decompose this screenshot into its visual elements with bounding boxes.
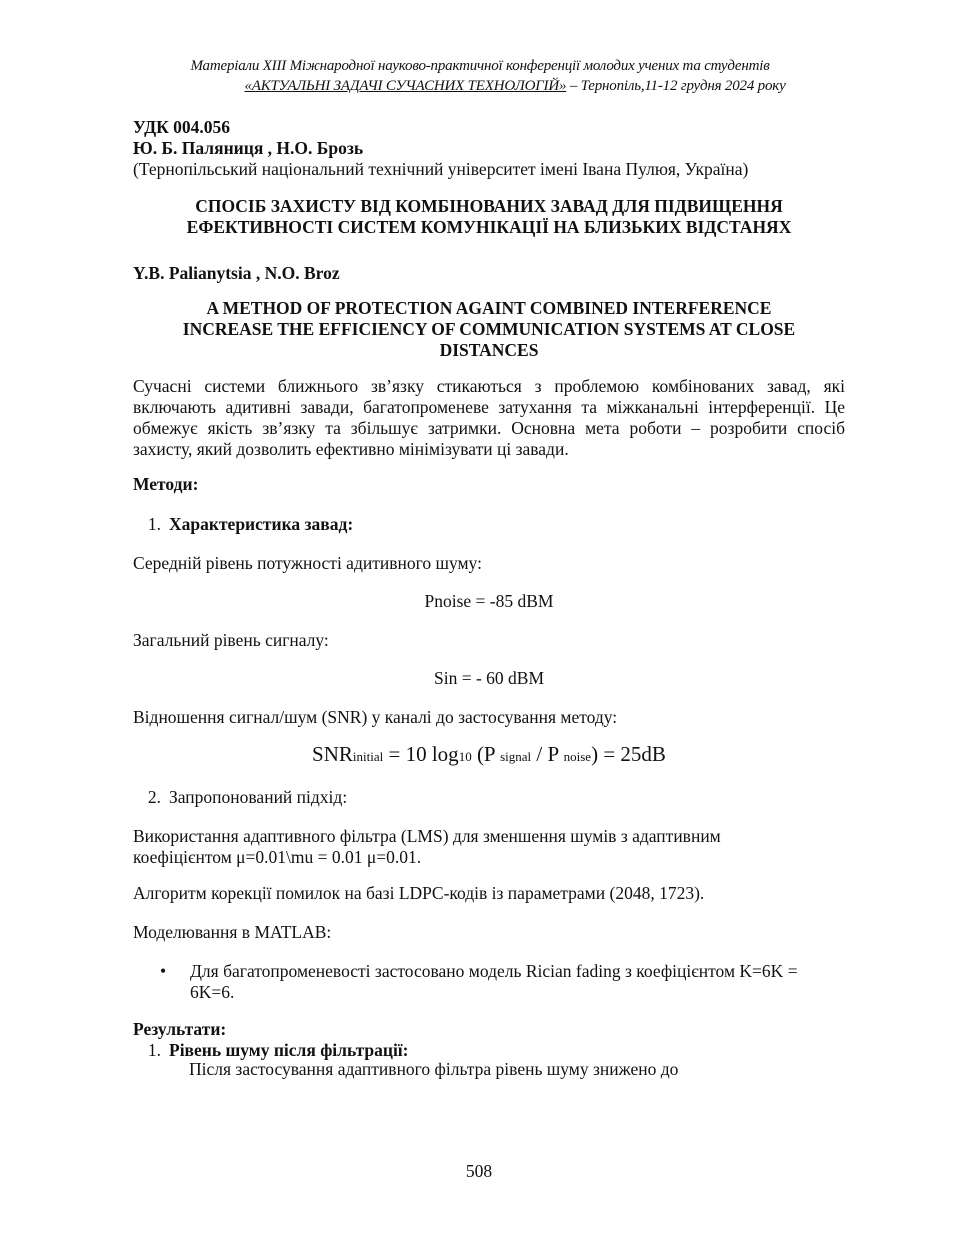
title-ua-line2: ЕФЕКТИВНОСТІ СИСТЕМ КОМУНІКАЦІЇ НА БЛИЗЬКИХ ВІДСТАНЯХ — [186, 217, 792, 237]
ldpc-paragraph: Алгоритм корекції помилок на базі LDPC-кодів із параметрами (2048, 1723). — [133, 883, 705, 903]
authors-ua: Ю. Б. Паляниця , Н.О. Брозь — [133, 138, 364, 158]
list-item — [133, 1040, 823, 1061]
list-item — [133, 787, 823, 808]
title-en-line3: DISTANCES — [439, 340, 539, 360]
list-number: 2. — [147, 787, 161, 807]
list-item-label: Характеристика завад: — [169, 514, 354, 534]
list-number: 1. — [147, 1040, 161, 1060]
conference-title: «АКТУАЛЬНІ ЗАДАЧІ СУЧАСНИХ ТЕХНОЛОГІЙ» — [244, 78, 567, 94]
methods-heading: Методи: — [133, 474, 199, 494]
snr-symbol: SNR — [312, 742, 353, 766]
signal-subscript: signal — [500, 749, 532, 764]
conference-location-date: – Тернопіль,11-12 грудня 2024 року — [566, 78, 786, 94]
snr-subscript: initial — [352, 749, 384, 764]
page-number: 508 — [465, 1161, 493, 1181]
p-signal-term: (P — [471, 742, 501, 766]
lms-paragraph: Використання адаптивного фільтра (LMS) для зменшення шумів з адаптивним коефіцієнтом μ=0.01\mu = 0.01 μ=0.01. — [133, 826, 721, 867]
result1-text: Після застосування адаптивного фільтра рівень шуму знижено до — [189, 1059, 679, 1079]
signal-formula: Sin = - 60 dBM — [433, 668, 545, 688]
title-en-line2: INCREASE THE EFFICIENCY OF COMMUNICATION SYSTEMS AT CLOSE — [182, 319, 796, 339]
list-item-label: Рівень шуму після фільтрації: — [169, 1040, 409, 1060]
conference-header-line2 — [175, 77, 855, 96]
log-base: 10 — [458, 749, 472, 764]
snr-text: Відношення сигнал/шум (SNR) у каналі до застосування методу: — [133, 707, 618, 727]
snr-formula — [133, 742, 845, 767]
snr-result: ) = 25dB — [591, 742, 666, 766]
log-term: = 10 log — [383, 742, 459, 766]
noise-subscript: noise — [563, 749, 592, 764]
conference-header-line1: Матеріали XIII Міжнародної науково-практичної конференції молодих учених та студентів — [190, 58, 770, 74]
list-item-label: Запропонований підхід: — [169, 787, 348, 807]
list-item — [133, 514, 823, 535]
results-heading: Результати: — [133, 1019, 227, 1039]
bullet-icon: • — [160, 961, 167, 981]
p-noise-term: / P — [531, 742, 564, 766]
list-number: 1. — [147, 514, 161, 534]
title-ua-line1: СПОСІБ ЗАХИСТУ ВІД КОМБІНОВАНИХ ЗАВАД ДЛЯ ПІДВИЩЕННЯ — [195, 196, 783, 216]
bullet-text: Для багатопроменевості застосовано модель Rician fading з коефіцієнтом K=6K = 6K=6. — [190, 961, 798, 1002]
abstract-paragraph: Сучасні системи ближнього зв’язку стикаються з проблемою комбінованих завад, які включають адитивні завади, багатопроменеве затухання та міжканальні інтерференції. Це обмежує якість зв’язку та збільшує затримки. Основна мета роботи – розробити спосіб захисту, який дозволить ефективно мінімізувати ці завади. — [133, 376, 845, 459]
noise-formula: Pnoise = -85 dBM — [424, 591, 554, 611]
title-en — [133, 298, 845, 361]
matlab-paragraph: Моделювання в MATLAB: — [133, 922, 332, 942]
affiliation: (Тернопільський національний технічний університет імені Івана Пулюя, Україна) — [133, 159, 749, 179]
authors-en: Y.B. Palianytsia , N.O. Broz — [133, 263, 340, 283]
title-ua — [133, 196, 845, 238]
title-en-line1: A METHOD OF PROTECTION AGAINT COMBINED INTERFERENCE — [206, 298, 772, 318]
signal-text: Загальний рівень сигналу: — [133, 630, 329, 650]
noise-text: Середній рівень потужності адитивного шуму: — [133, 553, 482, 573]
udk-code: УДК 004.056 — [133, 117, 231, 137]
